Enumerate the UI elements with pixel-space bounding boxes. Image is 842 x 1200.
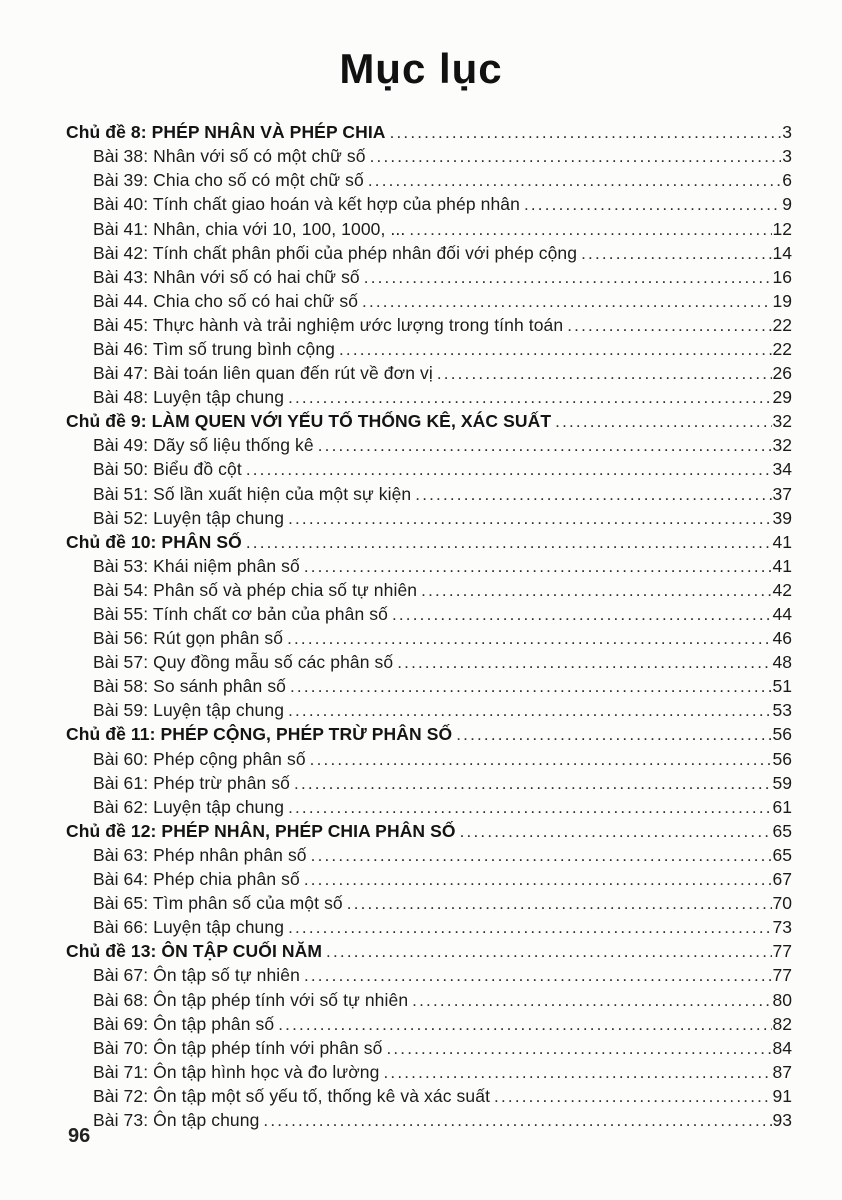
toc-lesson-row — [66, 291, 792, 315]
toc-lesson-row — [66, 700, 792, 724]
dot-leader — [555, 411, 771, 432]
toc-entry-page: 59 — [772, 772, 792, 793]
toc-chapter-row — [66, 941, 792, 965]
toc-chapter-row — [66, 821, 792, 845]
toc-entry-label: Bài 65: Tìm phân số của một số — [93, 893, 343, 914]
toc-entry-page: 67 — [772, 869, 792, 890]
toc-entry-page: 32 — [772, 411, 792, 432]
toc-entry-page: 82 — [772, 1013, 792, 1034]
dot-leader — [304, 869, 772, 890]
dot-leader — [246, 532, 772, 553]
toc-entry-label: Bài 61: Phép trừ phân số — [93, 772, 291, 793]
toc-entry-label: Bài 63: Phép nhân phân số — [93, 844, 307, 865]
toc-entry-label: Bài 41: Nhân, chia với 10, 100, 1000, ... — [93, 218, 406, 239]
toc-lesson-row — [66, 194, 792, 218]
toc-entry-label: Bài 68: Ôn tập phép tính với số tự nhiên — [93, 989, 409, 1010]
toc-chapter-row — [66, 724, 792, 748]
toc-lesson-row — [66, 652, 792, 676]
dot-leader — [290, 676, 772, 697]
toc-entry-label: Bài 57: Quy đồng mẫu số các phân số — [93, 652, 394, 673]
toc-entry-page: 22 — [772, 314, 792, 335]
toc-lesson-row — [66, 387, 792, 411]
dot-leader — [362, 291, 772, 312]
toc-entry-label: Bài 59: Luyện tập chung — [93, 700, 285, 721]
dot-leader — [364, 267, 772, 288]
toc-entry-label: Bài 40: Tính chất giao hoán và kết hợp của phép nhân — [93, 194, 520, 215]
toc-entry-label: Chủ đề 13: ÔN TẬP CUỐI NĂM — [66, 941, 323, 962]
toc-entry-label: Chủ đề 9: LÀM QUEN VỚI YẾU TỐ THỐNG KÊ, XÁC SUẤT — [66, 411, 552, 432]
dot-leader — [326, 941, 771, 962]
toc-lesson-row — [66, 315, 792, 339]
toc-entry-page: 3 — [782, 122, 792, 143]
dot-leader — [415, 484, 771, 505]
toc-entry-label: Bài 54: Phân số và phép chia số tự nhiên — [93, 579, 418, 600]
toc-entry-label: Bài 49: Dãy số liệu thống kê — [93, 435, 314, 456]
dot-leader — [287, 628, 771, 649]
toc-lesson-row — [66, 556, 792, 580]
dot-leader — [412, 990, 771, 1011]
toc-entry-page: 6 — [782, 170, 792, 191]
toc-entry-label: Bài 45: Thực hành và trải nghiệm ước lượng trong tính toán — [93, 314, 564, 335]
toc-entry-label: Bài 46: Tìm số trung bình cộng — [93, 338, 335, 359]
toc-entry-page: 53 — [772, 700, 792, 721]
toc-entry-label: Bài 52: Luyện tập chung — [93, 507, 285, 528]
toc-entry-page: 16 — [772, 266, 792, 287]
toc-entry-page: 29 — [772, 387, 792, 408]
toc-lesson-row — [66, 1038, 792, 1062]
toc-chapter-row — [66, 411, 792, 435]
dot-leader — [263, 1110, 771, 1131]
toc-lesson-row — [66, 267, 792, 291]
toc-entry-page: 87 — [772, 1061, 792, 1082]
toc-entry-page: 46 — [772, 628, 792, 649]
toc-entry-page: 34 — [772, 459, 792, 480]
toc-entry-label: Chủ đề 10: PHÂN SỐ — [66, 531, 242, 552]
toc-entry-label: Bài 62: Luyện tập chung — [93, 796, 285, 817]
dot-leader — [524, 194, 781, 215]
toc-entry-page: 32 — [772, 435, 792, 456]
toc-lesson-row — [66, 604, 792, 628]
toc-lesson-row — [66, 1062, 792, 1086]
toc-entry-label: Bài 43: Nhân với số có hai chữ số — [93, 266, 360, 287]
toc-lesson-row — [66, 580, 792, 604]
toc-entry-page: 3 — [782, 146, 792, 167]
dot-leader — [390, 122, 782, 143]
toc-entry-page: 70 — [772, 893, 792, 914]
toc-entry-page: 65 — [772, 820, 792, 841]
dot-leader — [246, 459, 772, 480]
toc-entry-page: 65 — [772, 844, 792, 865]
toc-lesson-row — [66, 170, 792, 194]
dot-leader — [288, 700, 771, 721]
toc-entry-page: 26 — [772, 363, 792, 384]
toc-lesson-row — [66, 1086, 792, 1110]
toc-entry-page: 22 — [772, 338, 792, 359]
dot-leader — [304, 965, 772, 986]
toc-entry-label: Bài 38: Nhân với số có một chữ số — [93, 146, 366, 167]
toc-entry-label: Bài 66: Luyện tập chung — [93, 917, 285, 938]
toc-entry-page: 84 — [772, 1037, 792, 1058]
dot-leader — [288, 797, 771, 818]
toc-lesson-row — [66, 339, 792, 363]
toc-entry-page: 91 — [772, 1085, 792, 1106]
toc-lesson-row — [66, 1014, 792, 1038]
toc-lesson-row — [66, 628, 792, 652]
toc-entry-page: 73 — [772, 917, 792, 938]
dot-leader — [370, 146, 782, 167]
toc-lesson-row — [66, 893, 792, 917]
toc-entry-label: Bài 60: Phép cộng phân số — [93, 748, 306, 769]
page-title: Mục lục — [339, 45, 503, 92]
footer-page-number: 96 — [68, 1125, 91, 1147]
toc-entry-label: Bài 53: Khái niệm phân số — [93, 555, 300, 576]
toc-entry-page: 19 — [772, 290, 792, 311]
toc-lesson-row — [66, 845, 792, 869]
dot-leader — [288, 387, 771, 408]
toc-entry-label: Bài 70: Ôn tập phép tính với phân số — [93, 1037, 383, 1058]
dot-leader — [567, 315, 771, 336]
toc-entry-label: Bài 64: Phép chia phân số — [93, 869, 300, 890]
toc-entry-label: Chủ đề 12: PHÉP NHÂN, PHÉP CHIA PHÂN SỐ — [66, 820, 456, 841]
toc-entry-label: Bài 47: Bài toán liên quan đến rút về đơn vị — [93, 363, 433, 384]
toc-lesson-row — [66, 965, 792, 989]
toc-entry-page: 39 — [772, 507, 792, 528]
toc-lesson-row — [66, 508, 792, 532]
dot-leader — [318, 435, 772, 456]
toc-lesson-row — [66, 917, 792, 941]
toc-lesson-row — [66, 773, 792, 797]
toc-entry-page: 12 — [772, 218, 792, 239]
dot-leader — [311, 845, 772, 866]
dot-leader — [304, 556, 772, 577]
dot-leader — [437, 363, 772, 384]
toc-entry-page: 77 — [772, 965, 792, 986]
toc-lesson-row — [66, 243, 792, 267]
dot-leader — [339, 339, 772, 360]
toc-list — [66, 122, 792, 1134]
toc-entry-label: Bài 42: Tính chất phân phối của phép nhân đối với phép cộng — [93, 242, 578, 263]
toc-entry-label: Bài 56: Rút gọn phân số — [93, 628, 284, 649]
toc-entry-label: Bài 44. Chia cho số có hai chữ số — [93, 290, 359, 311]
dot-leader — [310, 749, 772, 770]
dot-leader — [383, 1062, 771, 1083]
toc-entry-page: 48 — [772, 652, 792, 673]
dot-leader — [494, 1086, 771, 1107]
toc-entry-page: 42 — [772, 579, 792, 600]
toc-entry-page: 77 — [772, 941, 792, 962]
toc-chapter-row — [66, 122, 792, 146]
toc-chapter-row — [66, 532, 792, 556]
toc-entry-label: Bài 73: Ôn tập chung — [93, 1109, 260, 1130]
toc-entry-label: Bài 48: Luyện tập chung — [93, 387, 285, 408]
toc-entry-label: Bài 50: Biểu đồ cột — [93, 459, 242, 480]
dot-leader — [421, 580, 771, 601]
toc-lesson-row — [66, 749, 792, 773]
toc-lesson-row — [66, 797, 792, 821]
dot-leader — [386, 1038, 771, 1059]
toc-entry-page: 41 — [772, 531, 792, 552]
toc-lesson-row — [66, 219, 792, 243]
dot-leader — [288, 917, 771, 938]
dot-leader — [581, 243, 771, 264]
toc-entry-page: 37 — [772, 483, 792, 504]
toc-entry-page: 61 — [772, 796, 792, 817]
toc-lesson-row — [66, 869, 792, 893]
toc-entry-page: 56 — [772, 724, 792, 745]
toc-lesson-row — [66, 990, 792, 1014]
toc-entry-page: 9 — [782, 194, 792, 215]
dot-leader — [456, 724, 771, 745]
toc-entry-page: 80 — [772, 989, 792, 1010]
toc-entry-page: 14 — [772, 242, 792, 263]
toc-entry-label: Chủ đề 8: PHÉP NHÂN VÀ PHÉP CHIA — [66, 122, 386, 143]
toc-entry-label: Bài 58: So sánh phân số — [93, 676, 286, 697]
toc-entry-page: 93 — [772, 1109, 792, 1130]
dot-leader — [397, 652, 771, 673]
dot-leader — [347, 893, 772, 914]
toc-entry-page: 51 — [772, 676, 792, 697]
toc-entry-label: Bài 51: Số lần xuất hiện của một sự kiện — [93, 483, 412, 504]
dot-leader — [294, 773, 772, 794]
toc-entry-label: Bài 67: Ôn tập số tự nhiên — [93, 965, 300, 986]
toc-lesson-row — [66, 484, 792, 508]
dot-leader — [368, 170, 781, 191]
toc-entry-page: 56 — [772, 748, 792, 769]
toc-entry-label: Bài 71: Ôn tập hình học và đo lường — [93, 1061, 380, 1082]
toc-lesson-row — [66, 676, 792, 700]
toc-entry-page: 44 — [772, 604, 792, 624]
dot-leader — [460, 821, 772, 842]
dot-leader — [392, 604, 772, 625]
dot-leader — [278, 1014, 771, 1035]
toc-lesson-row — [66, 1110, 792, 1134]
toc-entry-label: Chủ đề 11: PHÉP CỘNG, PHÉP TRỪ PHÂN SỐ — [66, 724, 453, 745]
toc-entry-label: Bài 55: Tính chất cơ bản của phân số — [93, 604, 388, 624]
toc-entry-label: Bài 69: Ôn tập phân số — [93, 1013, 275, 1034]
toc-entry-label: Bài 72: Ôn tập một số yếu tố, thống kê và xác suất — [93, 1085, 491, 1106]
toc-lesson-row — [66, 146, 792, 170]
toc-lesson-row — [66, 435, 792, 459]
toc-entry-label: Bài 39: Chia cho số có một chữ số — [93, 170, 364, 191]
dot-leader — [288, 508, 771, 529]
dot-leader — [409, 219, 771, 240]
toc-entry-page: 41 — [772, 555, 792, 576]
toc-lesson-row — [66, 459, 792, 483]
toc-lesson-row — [66, 363, 792, 387]
